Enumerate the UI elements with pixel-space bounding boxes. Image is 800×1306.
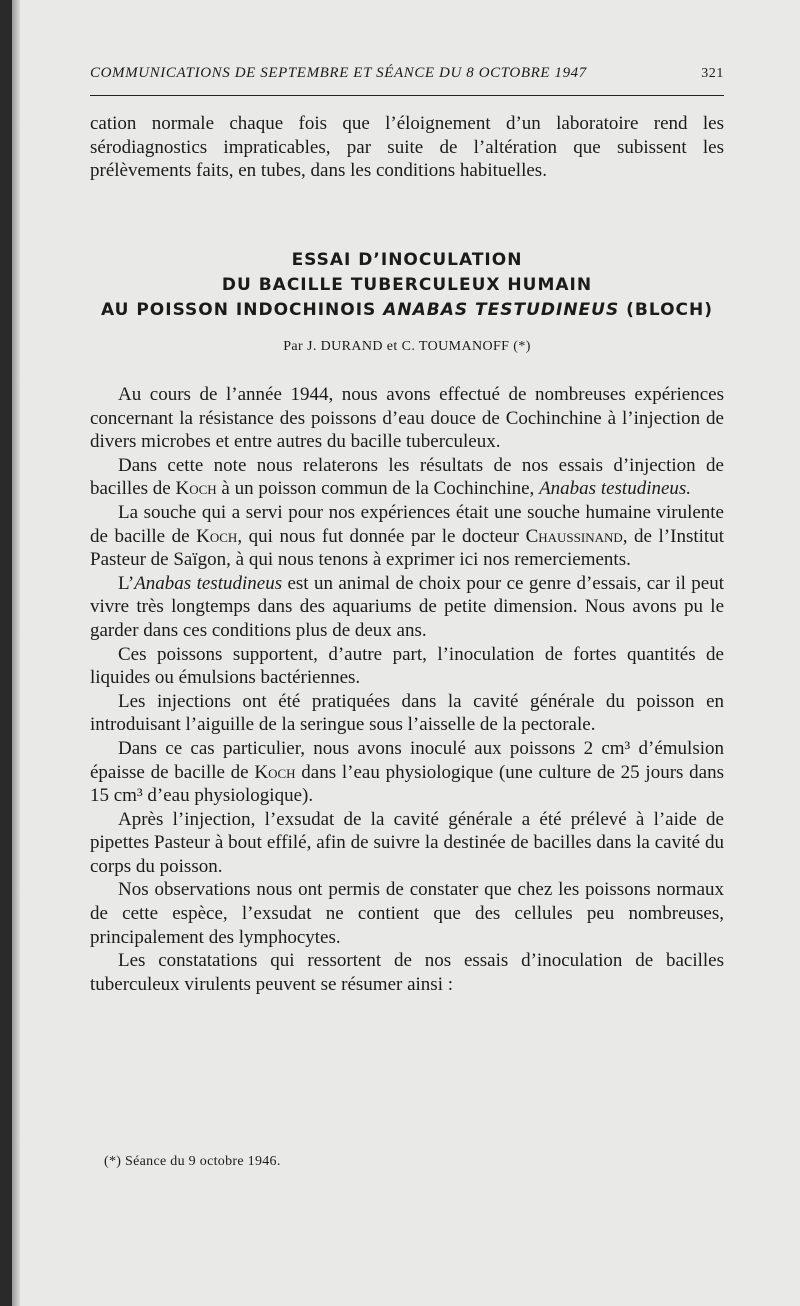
paragraph-10: Les constatations qui ressortent de nos essais d’inoculation de bacilles tuberculeux virulents peuvent se résumer ainsi : xyxy=(90,950,724,995)
title-line-1: ESSAI D’INOCULATION xyxy=(291,250,523,270)
paragraph-3 xyxy=(90,501,724,572)
paragraph-3-text-a: La souche qui a servi pour nos expériences était une souche humaine virulente de bacille de xyxy=(90,501,724,547)
paragraph-4-text-b: est un animal de choix pour ce genre d’essais, car il peut vivre très longtemps dans des aquariums de petite dimension. Nous avons pu le garder dans ces conditions plus de deux ans. xyxy=(90,572,724,641)
koch-name: Koch xyxy=(175,478,217,500)
title-line-2: DU BACILLE TUBERCULEUX HUMAIN xyxy=(221,275,593,295)
paragraph-2 xyxy=(90,454,724,501)
header-rule xyxy=(90,95,724,96)
article-body xyxy=(90,383,724,996)
paragraph-1: Au cours de l’année 1944, nous avons effectué de nombreuses expériences concernant la résistance des poissons d’eau douce de Cochinchine à l’injection de divers microbes et entre autres du bacille tuberculeux. xyxy=(90,384,724,453)
paragraph-7-text-b: dans l’eau physiologique (une culture de 25 jours dans 15 cm³ d’eau physiologique). xyxy=(90,761,724,807)
paragraph-2-text-b: à un poisson commun de la Cochinchine, xyxy=(216,478,540,500)
article-authors: Par J. DURAND et C. TOUMANOFF (*) xyxy=(283,339,531,354)
paragraph-6: Les injections ont été pratiquées dans la cavité générale du poisson en introduisant l’aiguille de la seringue sous l’aisselle de la pectorale. xyxy=(90,690,724,736)
species-name: Anabas testudineus. xyxy=(539,478,692,500)
koch-name: Koch xyxy=(254,761,296,783)
article-title xyxy=(90,248,724,323)
paragraph-8: Après l’injection, l’exsudat de la cavité générale a été prélevé à l’aide de pipettes Pasteur à bout effilé, afin de suivre la destinée de bacilles dans la cavité du corps du poisson. xyxy=(90,808,724,877)
page-number: 321 xyxy=(701,66,724,81)
continued-paragraph: cation normale chaque fois que l’éloignement d’un laboratoire rend les sérodiagnostics impraticables, par suite de l’altération que subissent les prélèvements faits, en tubes, dans les conditions habituelles. xyxy=(90,113,724,182)
paragraph-7-text-a: Dans ce cas particulier, nous avons inoculé aux poissons 2 cm³ d’émulsion épaisse de bacille de xyxy=(90,737,724,783)
continued-text xyxy=(90,112,724,183)
paragraph-7 xyxy=(90,737,724,808)
page-binding-edge xyxy=(12,0,20,1306)
paragraph-5: Ces poissons supportent, d’autre part, l’inoculation de fortes quantités de liquides ou émulsions bactériennes. xyxy=(90,643,724,689)
paragraph-3-text-b: , qui nous fut donnée par le docteur xyxy=(237,525,526,547)
title-line-3 xyxy=(90,298,724,323)
journal-page xyxy=(12,0,800,1306)
paragraph-4 xyxy=(90,572,724,643)
footnote: (*) Séance du 9 octobre 1946. xyxy=(104,1154,281,1169)
species-name: Anabas testudineus xyxy=(134,572,283,594)
paragraph-9: Nos observations nous ont permis de constater que chez les poissons normaux de cette espèce, l’exsudat ne contient que des cellules peu nombreuses, principalement des lymphocytes. xyxy=(90,879,724,948)
running-header xyxy=(90,65,724,82)
running-title: COMMUNICATIONS DE SEPTEMBRE ET SÉANCE DU 8 OCTOBRE 1947 xyxy=(90,65,587,81)
paragraph-3-text-c: , de l’Institut Pasteur de Saïgon, à qui nous tenons à exprimer ici nos remerciements. xyxy=(90,525,724,571)
title-line-3-suffix: (BLOCH) xyxy=(619,300,714,320)
koch-name: Koch xyxy=(196,525,238,547)
paragraph-4-text-a: L’ xyxy=(118,572,135,594)
title-line-3-prefix: AU POISSON INDOCHINOIS xyxy=(100,300,384,320)
chaussinand-name: Chaussinand xyxy=(525,525,623,547)
paragraph-2-text-a: Dans cette note nous relaterons les résultats de nos essais d’injection de bacilles de xyxy=(90,454,724,500)
title-species: ANABAS TESTUDINEUS xyxy=(383,300,620,320)
